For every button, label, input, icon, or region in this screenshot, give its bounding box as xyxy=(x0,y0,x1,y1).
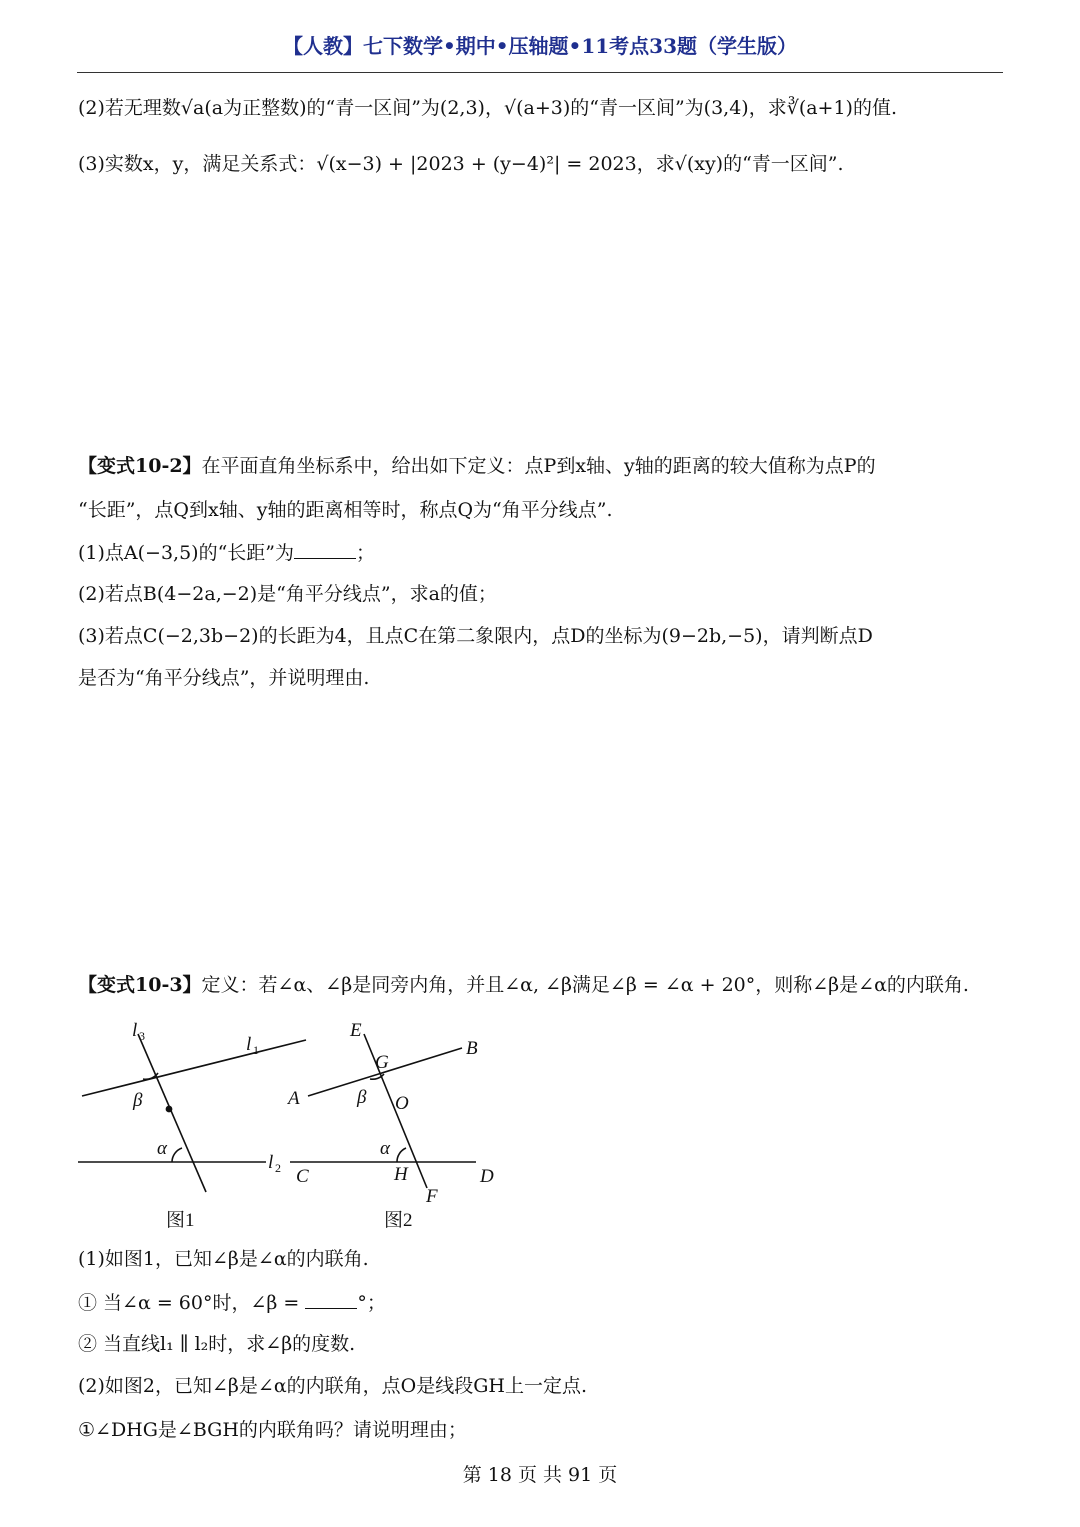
q10-3-definition-line xyxy=(78,971,969,999)
figure2-label-alpha: α xyxy=(380,1138,390,1159)
figure2-label-B: B xyxy=(466,1038,478,1059)
q10-1-part2: (2)若无理数√a(a为正整数)的“青一区间”为(2,3)，√(a+3)的“青一区间”为(3,4)，求∛(a+1)的值. xyxy=(78,97,898,119)
figure2-alpha-arc xyxy=(397,1148,406,1162)
q10-3-part1-i xyxy=(78,1288,386,1317)
q10-2-intro-text: 在平面直角坐标系中，给出如下定义：点P到x轴、y轴的距离的较大值称为点P的 xyxy=(201,455,876,477)
q10-3-label: 【变式10-3】 xyxy=(78,974,202,996)
header-divider xyxy=(77,72,1003,73)
q10-2-part1-end: ； xyxy=(356,542,376,564)
figure2-label-beta: β xyxy=(357,1087,367,1108)
figure1-line-l1 xyxy=(82,1040,306,1096)
page-header-title: 【人教】七下数学•期中•压轴题•11考点33题（学生版） xyxy=(282,34,797,58)
figure2-label-O: O xyxy=(395,1093,409,1114)
answer-blank xyxy=(305,1288,357,1309)
figure2-label-H: H xyxy=(394,1164,408,1185)
q10-2-part2: (2)若点B(4−2a,−2)是“角平分线点”，求a的值； xyxy=(78,583,497,605)
figure2-label-A: A xyxy=(288,1088,300,1109)
figure1-label-l1: l xyxy=(246,1034,252,1055)
figure1-label-alpha: α xyxy=(157,1138,167,1159)
q10-2-intro-line2: “长距”，点Q到x轴、y轴的距离相等时，称点Q为“角平分线点”. xyxy=(78,499,613,521)
q10-3-part1: (1)如图1，已知∠β是∠α的内联角. xyxy=(78,1248,369,1270)
figure1-caption: 图1 xyxy=(166,1210,195,1231)
geometry-figures xyxy=(70,1012,520,1238)
q10-3-part1-ii: ② 当直线l₁ ∥ l₂时，求∠β的度数. xyxy=(78,1333,356,1355)
figure2-label-G: G xyxy=(375,1052,389,1073)
q10-3-part1-i-end: °； xyxy=(357,1292,386,1314)
figure2-label-F: F xyxy=(426,1186,438,1207)
q10-2-part1 xyxy=(78,538,375,567)
figure1-label-l3-sub: 3 xyxy=(139,1029,145,1043)
q10-3-part2-i: ①∠DHG是∠BGH的内联角吗？请说明理由； xyxy=(78,1419,467,1441)
figure1-point xyxy=(166,1106,171,1111)
figure1-label-l2-sub: 2 xyxy=(275,1161,281,1175)
q10-1-part3: (3)实数x，y，满足关系式：√(x−3) + |2023 + (y−4)²| = 2023，求√(xy)的“青一区间”. xyxy=(78,153,844,175)
q10-2-part3-line1: (3)若点C(−2,3b−2)的长距为4，且点C在第二象限内，点D的坐标为(9−2b,−5)，请判断点D xyxy=(78,625,873,647)
q10-2-label: 【变式10-2】 xyxy=(78,455,202,477)
q10-2-part3-line2: 是否为“角平分线点”，并说明理由. xyxy=(78,667,370,689)
q10-3-part1-i-text: ① 当∠α = 60°时，∠β = xyxy=(78,1292,300,1314)
figure1-alpha-arc xyxy=(172,1148,182,1162)
figure1-label-beta: β xyxy=(133,1090,143,1111)
figure2-label-E: E xyxy=(350,1020,362,1041)
q10-3-definition: 定义：若∠α、∠β是同旁内角，并且∠α, ∠β满足∠β = ∠α + 20°，则称∠β是∠α的内联角. xyxy=(201,974,969,996)
figure2-label-D: D xyxy=(480,1166,494,1187)
figure1-label-l1-sub: 1 xyxy=(253,1043,259,1057)
figure1-line-l3 xyxy=(138,1034,206,1192)
answer-blank xyxy=(294,538,356,559)
figure2-label-C: C xyxy=(296,1166,309,1187)
q10-2-intro-line1 xyxy=(78,452,876,480)
figure1-label-l3: l xyxy=(132,1020,138,1041)
q10-3-part2: (2)如图2，已知∠β是∠α的内联角，点O是线段GH上一定点. xyxy=(78,1375,588,1397)
figure1-label-l2: l xyxy=(268,1152,274,1173)
figure2-caption: 图2 xyxy=(384,1210,413,1231)
q10-2-part1-text: (1)点A(−3,5)的“长距”为 xyxy=(78,542,295,564)
page-number-footer: 第 18 页 共 91 页 xyxy=(462,1464,618,1486)
